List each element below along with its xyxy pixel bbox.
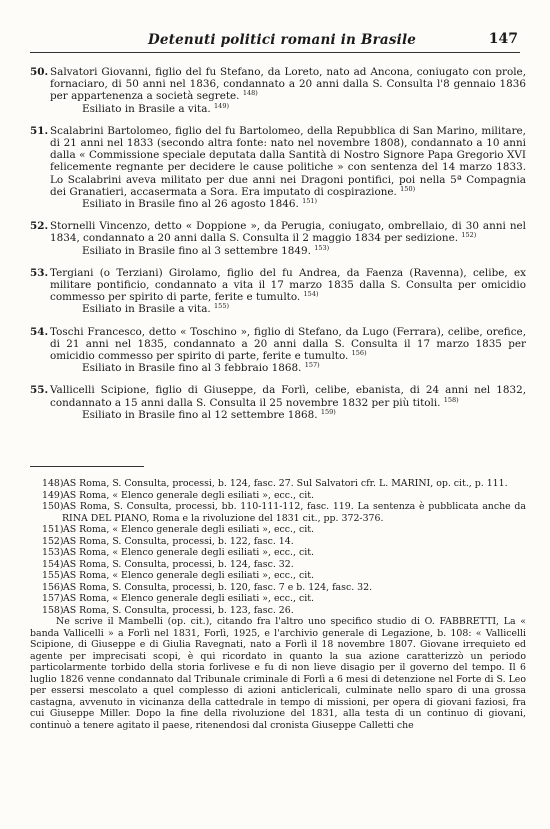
footnote-text: AS Roma, S. Consulta, processi, b. 120, fasc. 7 e b. 124, fasc. 32. [63, 581, 373, 593]
footnote-number: 150) [42, 501, 64, 512]
entry [30, 66, 526, 115]
footnote-number: 154) [42, 558, 64, 570]
footnote-number: 158) [42, 604, 64, 616]
running-title: Detenuti politici romani in Brasile [148, 32, 417, 48]
footnote [30, 605, 526, 617]
footnote-ref: 148) [242, 89, 258, 98]
entry-text: Tergiani (o Terziani) Girolamo, figlio del fu Andrea, da Faenza (Ravenna), celibe, ex militare pontificio, condannato a vita il 17 marzo 1835 dalla S. Consulta per omicidio commesso per spirito di parte, ferite e tumulto. [50, 266, 526, 304]
footnote [30, 536, 526, 548]
footnote [30, 559, 526, 571]
exile-line: Esiliato in Brasile fino al 26 agosto 1846. [82, 198, 299, 211]
footnote-divider [30, 466, 144, 467]
entry-number: 51. [30, 124, 49, 137]
footnote [30, 570, 526, 582]
footnote [30, 547, 526, 559]
footnote-number: 148) [42, 478, 64, 489]
footnote-text: AS Roma, « Elenco generale degli esiliati », ecc., cit. [63, 524, 314, 535]
footnote-text: AS Roma, S. Consulta, processi, bb. 110-111-112, fasc. 119. La sentenza è pubblicata anche da RINA DEL PIANO, Roma e la rivoluzione del 1831 cit., pp. 372-376. [62, 501, 526, 524]
running-header [30, 30, 520, 53]
exile-line: Esiliato in Brasile a vita. [82, 102, 211, 115]
footnote-number: 152) [42, 535, 64, 547]
entry-text: Vallicelli Scipione, figlio di Giuseppe, da Forlì, celibe, ebanista, di 24 anni nel 1832, condannato a 15 anni dalla S. Consulta il 25 novembre 1832 per più titoli. [50, 384, 526, 409]
footnote-number: 155) [42, 570, 64, 581]
footnote-text: AS Roma, S. Consulta, processi, b. 124, fasc. 27. Sul Salvatori cfr. L. MARINI, op. cit., p. 111. [63, 478, 508, 489]
entry [30, 125, 526, 210]
entry [30, 326, 526, 375]
footnote-ref: 151) [302, 197, 318, 206]
footnote-text: AS Roma, « Elenco generale degli esiliati », ecc., cit. [63, 489, 314, 501]
footnote-number: 153) [42, 547, 64, 558]
page-number: 147 [488, 31, 518, 47]
footnote-ref: 155) [214, 302, 229, 311]
footnote [30, 478, 526, 490]
exile-line: Esiliato in Brasile a vita. [82, 303, 211, 316]
entry-number: 54. [30, 325, 49, 338]
footnote-text: AS Roma, S. Consulta, processi, b. 124, fasc. 32. [63, 558, 294, 570]
entry-number: 50. [30, 66, 49, 78]
footnote-ref: 157) [304, 361, 320, 370]
entry [30, 267, 526, 316]
entry [30, 384, 526, 421]
exile-line: Esiliato in Brasile fino al 3 settembre 1849. [82, 244, 311, 257]
footnote [30, 501, 526, 524]
footnote [30, 490, 526, 502]
footnote-ref: 158) [443, 395, 459, 404]
entry-number: 55. [30, 384, 49, 397]
footnote-text: AS Roma, « Elenco generale degli esiliati », ecc., cit. [63, 547, 314, 558]
entry [30, 220, 526, 257]
exile-line: Esiliato in Brasile fino al 12 settembre 1868. [82, 408, 318, 421]
footnote-continuation: Ne scrive il Mambelli (op. cit.), citando fra l'altro uno specifico studio di O. FABBRETTI, La « banda Vallicelli » a Forlì nel 1831, Forlì, 1925, e l'archivio generale di Legazione, b. 108: « Vallicelli Scipione, di Giuseppe e di Giulia Ravegnati, nato a Forlì il 18 novembre 1807. Giovane irrequieto ed agente per imprecisati scopi, è qui ricordato in quanto la sua azione caratterizzò un periodo particolarmente torbido della storia forlivese e fu di non lieve disagio per il governo del tempo. Il 6 luglio 1826 venne condannato dal Tribunale criminale di Forlì a 6 mesi di detenzione nel Forte di S. Leo per essersi mescolato a quel complesso di azioni anticlericali, culminate nello sparo di una grossa castagna, avvenuto in vicinanza della cattedrale in tempo di missioni, per opera di giovani faziosi, fra cui Giuseppe Miller. Dopo la fine della rivoluzione del 1831, alla testa di un continuo di giovani, continuò a tenere agitato il paese, ritenendosi dal cronista Giuseppe Calletti che [30, 616, 526, 731]
footnote-ref: 159) [320, 407, 336, 416]
footnote-number: 149) [42, 489, 64, 501]
entry-number: 52. [30, 220, 49, 233]
footnote [30, 582, 526, 594]
footnote-ref: 156) [351, 349, 367, 358]
footnote [30, 524, 526, 536]
entry-number: 53. [30, 266, 49, 279]
footnote-text: AS Roma, « Elenco generale degli esiliati », ecc., cit. [63, 570, 314, 581]
footnote [30, 593, 526, 605]
entry-text: Scalabrini Bartolomeo, figlio del fu Bartolomeo, della Repubblica di San Marino, militare, di 21 anni nel 1833 (secondo altra fonte: nato nel novembre 1808), condannato a 10 anni dalla « Commissione speciale deputata dalla Santità di Nostro Signore Papa Gregorio XVI felicemente regnante per decidere le cause politiche » con sentenza del 14 marzo 1833. Lo Scalabrini aveva militato per due anni nei Dragoni pontifici, poi nella 5ª Compagnia dei Granatieri, accasermata a Sora. Era imputato di cospirazione. [50, 124, 526, 198]
footnotes [30, 478, 526, 731]
entry-text: Salvatori Giovanni, figlio del fu Stefano, da Loreto, nato ad Ancona, coniugato con prole, fornaciaro, di 50 anni nel 1836, condannato a 20 anni dalla S. Consulta l'8 gennaio 1836 per appartenenza a società segrete. [50, 66, 526, 103]
footnote-number: 157) [42, 593, 64, 604]
footnote-text: AS Roma, « Elenco generale degli esiliati », ecc., cit. [63, 593, 314, 604]
footnote-ref: 154) [303, 290, 319, 299]
footnote-ref: 153) [314, 243, 330, 252]
entry-text: Stornelli Vincenzo, detto « Doppione », da Perugia, coniugato, ombrellaio, di 30 anni nel 1834, condannato a 20 anni dalla S. Consulta il 2 maggio 1834 per sedizione. [50, 220, 526, 245]
exile-line: Esiliato in Brasile fino al 3 febbraio 1868. [82, 362, 302, 375]
footnote-text: AS Roma, S. Consulta, processi, b. 123, fasc. 26. [63, 604, 294, 616]
footnote-ref: 149) [214, 101, 229, 110]
entry-list [30, 66, 526, 431]
footnote-number: 156) [42, 581, 64, 593]
footnote-number: 151) [42, 524, 64, 535]
entry-text: Toschi Francesco, detto « Toschino », figlio di Stefano, da Lugo (Ferrara), celibe, orefice, di 21 anni nel 1835, condannato a 20 anni dalla S. Consulta il 17 marzo 1835 per omicidio commesso per spirito di parte, ferite e tumulto. [50, 325, 526, 363]
footnote-ref: 152) [461, 231, 477, 240]
footnote-ref: 150) [400, 184, 416, 193]
footnote-text: AS Roma, S. Consulta, processi, b. 122, fasc. 14. [63, 535, 294, 547]
